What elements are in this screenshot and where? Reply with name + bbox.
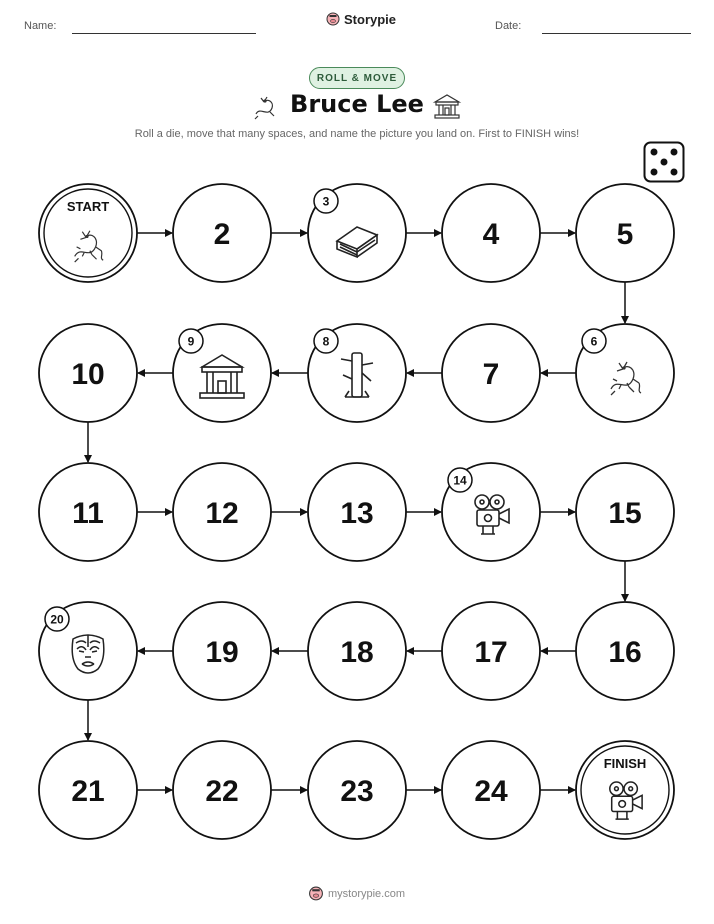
space-number-badge xyxy=(448,468,472,492)
space-number: 6 xyxy=(590,334,598,349)
space-number: 7 xyxy=(482,358,500,391)
board-space-4[interactable] xyxy=(442,184,540,282)
space-number: 21 xyxy=(71,775,105,808)
space-number: 20 xyxy=(50,612,64,627)
space-number: 18 xyxy=(340,636,374,669)
instructions: Roll a die, move that many spaces, and name the picture you land on. First to FINISH wins! xyxy=(134,128,580,140)
board-space-11[interactable] xyxy=(39,463,137,561)
space-number: 8 xyxy=(322,334,330,349)
board-space-23[interactable] xyxy=(308,741,406,839)
board-space-2[interactable] xyxy=(173,184,271,282)
space-number: 15 xyxy=(608,497,642,530)
board-space-21[interactable] xyxy=(39,741,137,839)
game-type-badge: ROLL & MOVE xyxy=(309,67,405,89)
page-title: Bruce Lee xyxy=(290,90,424,118)
board-space-16[interactable] xyxy=(576,602,674,700)
space-number: 12 xyxy=(205,497,239,530)
footer-site: mystorypie.com xyxy=(328,888,406,900)
space-number: 10 xyxy=(71,358,105,391)
board-space-12[interactable] xyxy=(173,463,271,561)
board-space-14[interactable] xyxy=(442,463,540,561)
board-space-3[interactable] xyxy=(308,184,406,282)
pig-mascot-icon xyxy=(308,886,324,902)
space-number: 17 xyxy=(474,636,508,669)
space-number: 14 xyxy=(453,473,467,488)
board-space-25[interactable] xyxy=(576,741,674,839)
space-number-badge xyxy=(314,329,338,353)
space-number-badge xyxy=(179,329,203,353)
brand-name: Storypie xyxy=(344,12,397,27)
board-space-8[interactable] xyxy=(308,324,406,422)
space-number-badge xyxy=(582,329,606,353)
space-number: 23 xyxy=(340,775,374,808)
board-space-9[interactable] xyxy=(173,324,271,422)
space-number: 4 xyxy=(482,218,500,251)
space-number: 9 xyxy=(187,334,195,349)
space-number: 22 xyxy=(205,775,239,808)
board-space-15[interactable] xyxy=(576,463,674,561)
space-number: 11 xyxy=(72,497,104,530)
space-number: 5 xyxy=(616,218,634,251)
board-space-10[interactable] xyxy=(39,324,137,422)
name-label: Name: xyxy=(24,20,57,32)
board-space-17[interactable] xyxy=(442,602,540,700)
space-number: 13 xyxy=(340,497,374,530)
board-space-13[interactable] xyxy=(308,463,406,561)
space-number: 3 xyxy=(322,194,330,209)
date-label: Date: xyxy=(495,20,522,32)
footer xyxy=(308,886,405,902)
finish-label: FINISH xyxy=(603,756,647,771)
space-number-badge xyxy=(45,607,69,631)
space-number-badge xyxy=(314,189,338,213)
space-number: 2 xyxy=(213,218,231,251)
board-space-24[interactable] xyxy=(442,741,540,839)
board-space-6[interactable] xyxy=(576,324,674,422)
board-space-22[interactable] xyxy=(173,741,271,839)
start-label: START xyxy=(66,199,110,214)
board-space-18[interactable] xyxy=(308,602,406,700)
space-number: 24 xyxy=(474,775,508,808)
board-space-7[interactable] xyxy=(442,324,540,422)
board-space-20[interactable] xyxy=(39,602,137,700)
board-space-5[interactable] xyxy=(576,184,674,282)
space-number: 16 xyxy=(608,636,642,669)
space-number: 19 xyxy=(205,636,239,669)
board-space-19[interactable] xyxy=(173,602,271,700)
board-space-1[interactable] xyxy=(39,184,137,282)
